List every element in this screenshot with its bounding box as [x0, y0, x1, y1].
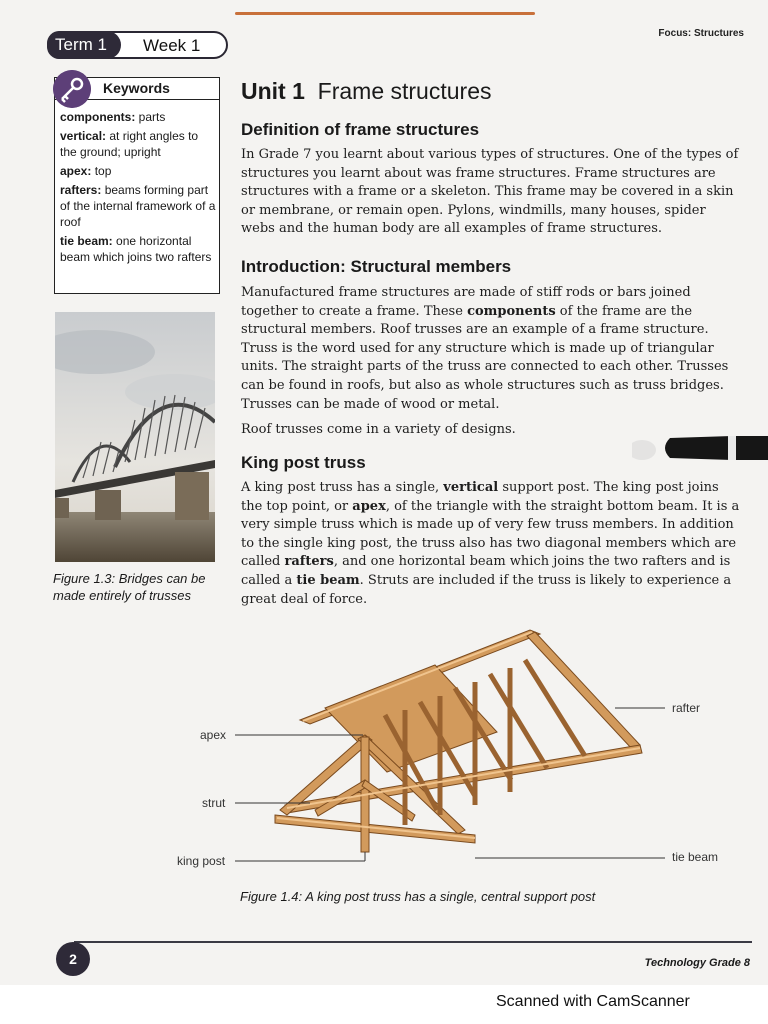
- keyword-item: tie beam: one horizontal beam which joins two rafters: [60, 234, 212, 264]
- label-strut: strut: [202, 796, 226, 810]
- unit-title: [241, 78, 492, 105]
- keyword-item: components: parts: [60, 110, 166, 124]
- unit-number: Unit 1: [241, 78, 305, 104]
- unit-name: Frame structures: [317, 78, 492, 104]
- figure-1-3-caption: Figure 1.3: Bridges can be made entirely of trusses: [53, 571, 206, 603]
- definition-heading: Definition of frame structures: [241, 120, 480, 139]
- week-label: Week 1: [143, 36, 201, 55]
- king-post-text: A king post truss has a single, vertical support post. The king post joins the top point, or apex, of the triangle with the straight bottom beam. It is a very simple truss which is made up of very few truss members. In addition to the single king post, the truss also has two diagonal members which are called rafters, and one horizontal beam which joins the two rafters and is called a tie beam. Struts are included if the truss is likely to experience a great deal of force.: [241, 480, 740, 607]
- term-label: Term 1: [47, 31, 121, 59]
- figure-1-4-caption: Figure 1.4: A king post truss has a single, central support post: [240, 889, 596, 904]
- label-tie-beam: tie beam: [672, 850, 719, 864]
- keyword-item: rafters: beams forming part of the internal framework of a roof: [60, 183, 216, 229]
- king-post-truss-diagram: [175, 620, 735, 880]
- truss-illustration: [175, 620, 735, 880]
- marker-pen: [632, 432, 768, 464]
- keyword-item: vertical: at right angles to the ground; upright: [60, 129, 199, 159]
- keywords-box: [54, 77, 220, 294]
- label-rafter: rafter: [672, 701, 701, 715]
- king-post-heading: King post truss: [241, 453, 366, 472]
- label-apex: apex: [200, 728, 227, 742]
- bridge-photo: [55, 312, 215, 562]
- intro-paragraph-2: Roof trusses come in a variety of designs.: [241, 422, 516, 437]
- bottom-rule: [74, 941, 752, 943]
- book-title: Technology Grade 8: [644, 957, 750, 969]
- keyword-item: apex: top: [60, 164, 112, 178]
- intro-heading: Introduction: Structural members: [241, 257, 512, 276]
- keywords-title: Keywords: [103, 80, 170, 96]
- intro-paragraph: Manufactured frame structures are made of stiff rods or bars joined together to create a frame. These components of the frame are the structural members. Roof trusses are an example of a frame structure. Truss is the word used for any structure which is made up of triangular units. The straight parts of the truss are connected to each other. Trusses can be found in roofs, but also as whole structures such as truss bridges. Trusses can be made of wood or metal.: [241, 285, 729, 412]
- top-rule: [235, 12, 535, 15]
- keywords-header: [55, 78, 219, 100]
- keywords-list: [60, 109, 218, 268]
- scanner-watermark: Scanned with CamScanner: [496, 993, 690, 1010]
- focus-label: Focus: Structures: [658, 28, 744, 39]
- term-week-tab: [47, 31, 228, 59]
- key-icon: [53, 70, 91, 108]
- page-number: 2: [56, 942, 90, 976]
- label-king-post: king post: [177, 854, 226, 868]
- definition-text: In Grade 7 you learnt about various types of structures. One of the types of structures you learnt about was frame structures. Frame structures are structures with a frame or a skeleton. This frame may be covered in a skin or membrane, or remain open. Pylons, windmills, many houses, spider webs and the human body are all examples of frame structures.: [241, 147, 739, 237]
